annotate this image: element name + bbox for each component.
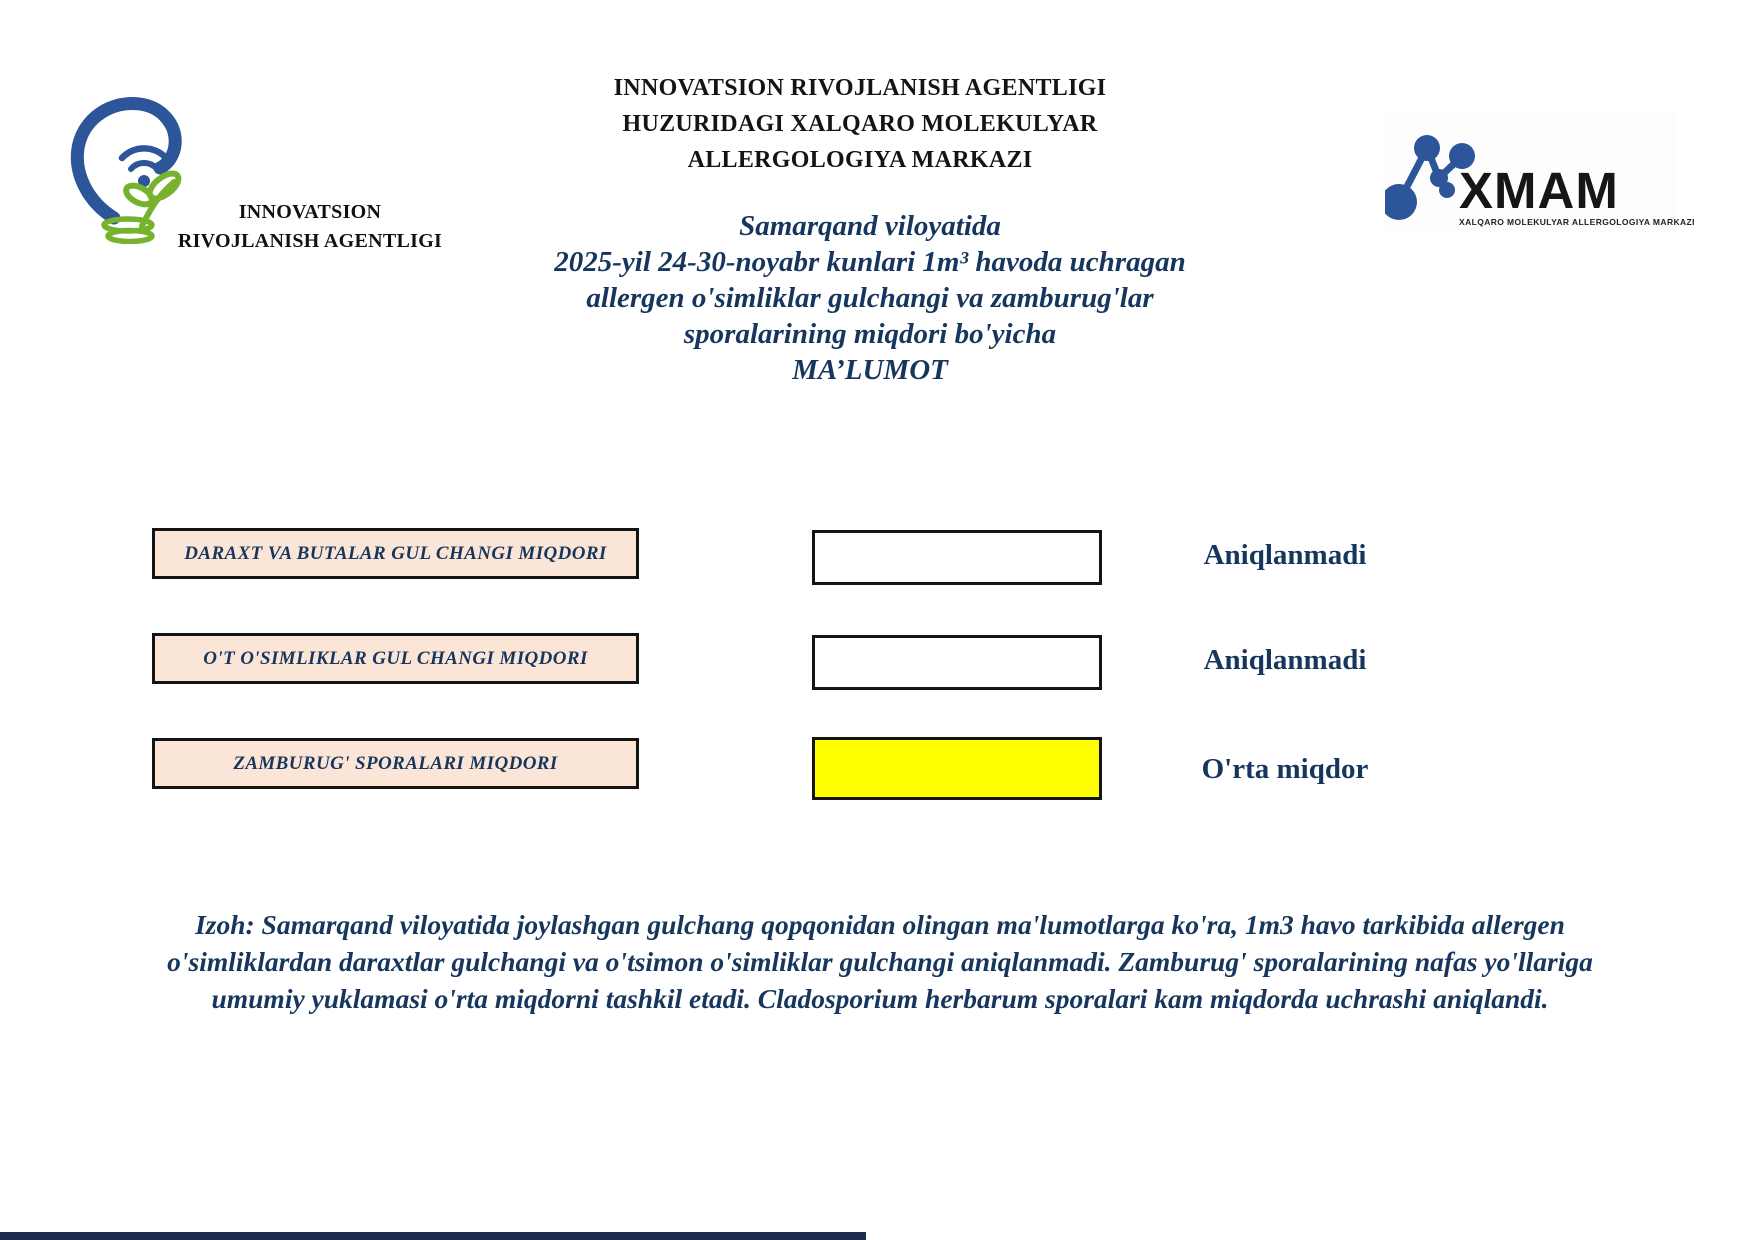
row-label-grass-pollen: [152, 633, 639, 684]
report-title-line1: Samarqand viloyatida: [739, 210, 1001, 242]
org-header: [460, 70, 1260, 178]
row-label-text: O'T O'SIMLIKLAR GUL CHANGI MIQDORI: [203, 647, 588, 669]
row-label-text: ZAMBURUG' SPORALARI MIQDORI: [233, 752, 558, 774]
xmam-caption: XALQARO MOLEKULYAR ALLERGOLOGIYA MARKAZI: [1459, 217, 1695, 227]
report-title-line4: sporalarining miqdori bo'yicha: [683, 318, 1057, 350]
report-title-line2: 2025-yil 24-30-noyabr kunlari 1m³ havoda uchragan: [554, 246, 1186, 278]
value-box-fungal-spores: [812, 737, 1102, 800]
status-tree-shrub-pollen: Aniqlanmadi: [1203, 539, 1367, 571]
ira-org-name: [150, 198, 470, 256]
row-label-fungal-spores: [152, 738, 639, 789]
report-title: [450, 208, 1290, 388]
org-header-line3: ALLERGOLOGIYA MARKAZI: [687, 147, 1033, 173]
xmam-wordmark: [1459, 162, 1695, 227]
row-label-text: DARAXT VA BUTALAR GUL CHANGI MIQDORI: [184, 542, 607, 564]
report-title-line3: allergen o'simliklar gulchangi va zamburug'lar: [586, 282, 1154, 314]
ira-org-line1: INNOVATSION: [238, 201, 382, 223]
xmam-logo: [1385, 112, 1695, 234]
row-label-tree-shrub-pollen: [152, 528, 639, 579]
org-header-line1: INNOVATSION RIVOJLANISH AGENTLIGI: [613, 75, 1107, 101]
bottom-edge-bar: [0, 1232, 866, 1240]
ira-org-line2: RIVOJLANISH AGENTLIGI: [177, 230, 443, 252]
org-header-line2: HUZURIDAGI XALQARO MOLEKULYAR: [622, 111, 1098, 137]
value-box-tree-shrub-pollen: [812, 530, 1102, 585]
value-box-grass-pollen: [812, 635, 1102, 690]
status-fungal-spores: O'rta miqdor: [1201, 753, 1369, 785]
report-title-line5: MA’LUMOT: [792, 354, 948, 386]
status-grass-pollen: Aniqlanmadi: [1203, 644, 1367, 676]
xmam-acronym: XMAM: [1459, 162, 1619, 219]
note-text: Izoh: Samarqand viloyatida joylashgan gulchang qopqonidan olingan ma'lumotlarga ko'ra, 1m3 havo tarkibida allergen o'simliklardan daraxtlar gulchangi va o'tsimon o'simliklar gulchangi aniqlanmadi. Zamburug' sporalarining nafas yo'llariga umumiy yuklamasi o'rta miqdorni tashkil etadi. Cladosporium herbarum sporalari kam miqdorda uchrashi aniqlandi.: [167, 909, 1593, 1014]
